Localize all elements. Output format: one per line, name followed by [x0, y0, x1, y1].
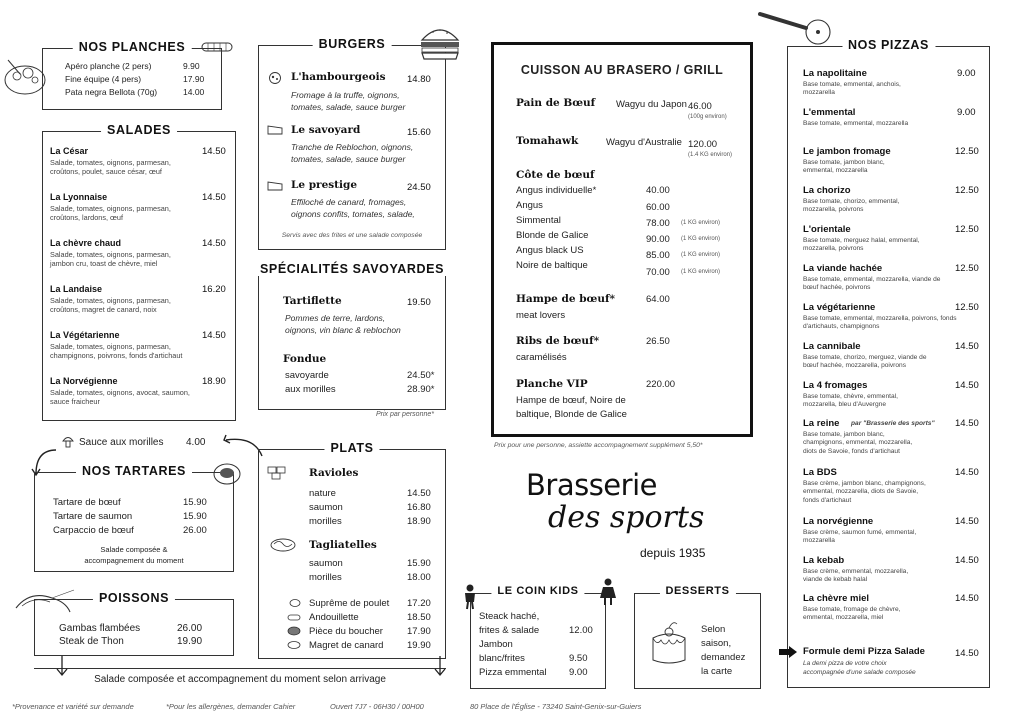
pizza-name: L'emmental	[803, 107, 856, 118]
child-icon	[462, 584, 478, 610]
grill-title: CUISSON AU BRASERO / GRILL	[520, 63, 724, 77]
cote-name: Côte de bœuf	[516, 169, 595, 181]
footer-allergenes: *Pour les allergènes, demander Cahier	[166, 702, 296, 711]
burger-desc: Fromage à la truffe, oignons,	[291, 90, 400, 100]
pizzas-list	[803, 68, 983, 688]
pizza-cutter-icon	[756, 8, 836, 48]
cheese-wedge-icon	[267, 124, 283, 136]
specialites-note: Prix par personne*	[376, 411, 434, 418]
girl-icon	[598, 578, 618, 606]
tartiflette-desc: oignons, vin blanc & reblochon	[285, 325, 401, 335]
pizza-desc: Base tomate, emmental, mozzarella, viande de bœuf hachée, poivrons	[803, 276, 941, 292]
mushroom-icon	[62, 434, 74, 448]
tartare-price: 15.90	[183, 497, 207, 508]
ravioles-item-price: 16.80	[407, 502, 431, 513]
pizza-name: La norvégienne	[803, 516, 874, 527]
salades-title: SALADES	[101, 123, 177, 137]
brand-line1: Brasserie	[526, 468, 657, 502]
bottom-note: Salade composée et accompagnement du moment selon arrivage	[94, 674, 386, 685]
planche-item-price: 9.90	[183, 61, 200, 71]
footer-hours: Ouvert 7J7 - 06H30 / 00H00	[330, 702, 424, 711]
burger-price: 24.50	[407, 182, 431, 193]
cheese-icon	[267, 72, 283, 84]
salade-desc: Salade, tomates, oignons, parmesan, croûtons, magret de canard, noix	[50, 296, 171, 315]
burger-desc: Tranche de Reblochon, oignons,	[291, 142, 414, 152]
grill-note: Prix pour une personne, assiette accompagnement supplément 5,50*	[494, 442, 703, 449]
salade-name: La Lyonnaise	[50, 192, 108, 202]
vip-sub: Hampe de bœuf, Noire de	[516, 395, 626, 406]
fondue-item-price: 24.50*	[407, 370, 435, 381]
desserts-text: saison,	[701, 638, 732, 649]
ravioles-name: Ravioles	[309, 467, 359, 479]
salade-price: 14.50	[202, 330, 226, 341]
salade-desc: Salade, tomates, oignons, avocat, saumon, sauce fraicheur	[50, 388, 190, 407]
fondue-item-name: savoyarde	[285, 370, 329, 381]
formule-desc: accompagnée d'une salade composée	[803, 669, 916, 676]
salade-name: La César	[50, 146, 89, 156]
kids-title: LE COIN KIDS	[491, 585, 584, 597]
pizza-price: 14.50	[955, 555, 979, 566]
pain-price: 46.00	[688, 101, 712, 112]
pizza-price: 12.50	[955, 146, 979, 157]
burger-desc: tomates, salade, sauce burger	[291, 102, 406, 112]
cote-item-weight: (1 KG environ)	[681, 236, 721, 242]
planche-item-price: 17.90	[183, 74, 205, 84]
plats-section	[258, 441, 446, 659]
kids-price: 9.00	[569, 667, 588, 678]
pizza-price: 14.50	[955, 341, 979, 352]
salades-list	[50, 146, 230, 416]
kids-price: 9.50	[569, 653, 588, 664]
tartiflette-name: Tartiflette	[283, 295, 342, 307]
plat-price: 18.50	[407, 612, 431, 623]
cote-item-name: Simmental	[516, 215, 561, 226]
tartares-title: NOS TARTARES	[76, 464, 192, 478]
salade-desc: Salade, tomates, oignons, parmesan, champignons, poivrons, fonds d'artichaut	[50, 342, 183, 361]
cote-item-price: 78.00	[646, 218, 670, 229]
ravioles-item-name: morilles	[309, 516, 342, 527]
ravioli-icon	[267, 466, 287, 480]
pizza-name: Le jambon fromage	[803, 146, 891, 157]
tartare-note: Salade composée &	[100, 545, 168, 554]
salade-desc: Salade, tomates, oignons, parmesan, croûtons, lardons, œuf	[50, 204, 171, 223]
plat-price: 17.90	[407, 626, 431, 637]
kids-section	[470, 585, 606, 689]
cote-item-name: Angus	[516, 200, 543, 211]
pain-weight: (100g environ)	[688, 114, 727, 120]
burger-name: Le savoyard	[291, 124, 361, 136]
ravioles-item-name: saumon	[309, 502, 343, 513]
pizza-name: La cannibale	[803, 341, 861, 352]
pizza-name: La 4 fromages	[803, 380, 868, 391]
fondue-name: Fondue	[283, 353, 327, 365]
desserts-section	[634, 585, 761, 689]
tartiflette-price: 19.50	[407, 297, 431, 308]
pain-name: Pain de Bœuf	[516, 97, 596, 109]
burger-icon	[418, 22, 462, 62]
tomahawk-sub: Wagyu d'Australie	[606, 137, 682, 148]
kids-price: 12.00	[569, 625, 593, 636]
pizza-price: 14.50	[955, 467, 979, 478]
down-arrow-left-icon	[52, 656, 72, 678]
ravioles-item-name: nature	[309, 488, 336, 499]
pizza-price: 12.50	[955, 224, 979, 235]
formule-price: 14.50	[955, 648, 979, 659]
salade-price: 18.90	[202, 376, 226, 387]
ribs-sub: caramélisés	[516, 352, 567, 363]
vip-sub: baltique, Blonde de Galice	[516, 409, 627, 420]
burger-price: 14.80	[407, 74, 431, 85]
pizza-desc: Base tomate, merguez halal, emmental, mozzarella, poivrons	[803, 237, 920, 253]
salade-price: 14.50	[202, 192, 226, 203]
cote-item-weight: (1 KG environ)	[681, 252, 721, 258]
pizza-desc: Base tomate, jambon blanc, emmental, mozzarella	[803, 159, 885, 175]
pizza-price: 12.50	[955, 263, 979, 274]
formule-desc: La demi pizza de votre choix	[803, 660, 887, 667]
sauce-label: Sauce aux morilles	[79, 437, 164, 448]
planches-title: NOS PLANCHES	[73, 40, 192, 54]
tartare-name: Tartare de bœuf	[53, 497, 121, 508]
pizza-name: La kebab	[803, 555, 845, 566]
ribs-name: Ribs de bœuf*	[516, 335, 600, 347]
pizza-suffix: par "Brasserie des sports"	[851, 420, 935, 427]
pizza-desc: Base crème, jambon blanc, champignons, emmental, mozzarella, diots de Savoie, fonds d'artichaut	[803, 480, 926, 504]
cote-item-price: 60.00	[646, 202, 670, 213]
kids-item: frites & salade	[479, 625, 540, 636]
plat-name: Pièce du boucher	[309, 626, 383, 637]
tagliatelles-item-price: 18.00	[407, 572, 431, 583]
brand-since: depuis 1935	[640, 546, 706, 560]
cake-icon	[647, 616, 691, 668]
pizza-price: 12.50	[955, 185, 979, 196]
salade-desc: Salade, tomates, oignons, parmesan, jambon cru, toast de chèvre, miel	[50, 250, 171, 269]
burger-desc: oignons confits, tomates, salade,	[291, 209, 415, 219]
cote-item-name: Noire de baltique	[516, 260, 588, 271]
pizza-desc: Base tomate, chorizo, merguez, viande de bœuf hachée, mozzarella, poivrons	[803, 354, 927, 370]
planches-section	[42, 40, 222, 110]
plat-name: Magret de canard	[309, 640, 384, 651]
kids-item: Pizza emmental	[479, 667, 547, 678]
duck-icon	[287, 640, 301, 650]
cote-item-weight: (1 KG environ)	[681, 220, 721, 226]
pizza-name: L'orientale	[803, 224, 851, 235]
salade-price: 14.50	[202, 146, 226, 157]
poisson-name: Gambas flambées	[59, 623, 141, 634]
cote-item-price: 70.00	[646, 267, 670, 278]
shrimp-icon	[12, 588, 76, 618]
cote-item-name: Angus black US	[516, 245, 584, 256]
steak-icon	[287, 626, 301, 636]
cote-item-name: Blonde de Galice	[516, 230, 589, 241]
footer-address: 80 Place de l'Église - 73240 Saint-Genix-sur-Guiers	[470, 702, 642, 711]
kids-item: Jambon	[479, 639, 513, 650]
planche-item-name: Pata negra Bellota (70g)	[65, 87, 158, 97]
sausage-icon	[200, 40, 236, 54]
tagliatelles-name: Tagliatelles	[309, 539, 377, 551]
burgers-note: Servis avec des frites et une salade composée	[281, 232, 423, 239]
tagliatelles-item-name: morilles	[309, 572, 342, 583]
salade-name: La Norvégienne	[50, 376, 118, 386]
salade-name: La Végétarienne	[50, 330, 120, 340]
cote-item-weight: (1 KG environ)	[681, 269, 721, 275]
poissons-title: POISSONS	[93, 591, 175, 605]
pizza-name: La reine	[803, 418, 840, 429]
tomahawk-name: Tomahawk	[516, 135, 579, 147]
pizza-price: 9.00	[957, 107, 976, 118]
ribs-price: 26.50	[646, 336, 670, 347]
tartare-name: Carpaccio de bœuf	[53, 525, 134, 536]
salade-name: La Landaise	[50, 284, 103, 294]
pizza-name: La viande hachée	[803, 263, 883, 274]
tartare-price: 15.90	[183, 511, 207, 522]
pizza-desc: Base tomate, jambon blanc, champignons, emmental, mozzarella, diots de Savoie, fonds d'artichaut	[803, 431, 913, 455]
tomahawk-price: 120.00	[688, 139, 718, 150]
cote-item-price: 85.00	[646, 250, 670, 261]
ravioles-item-price: 14.50	[407, 488, 431, 499]
pizza-price: 14.50	[955, 593, 979, 604]
vip-name: Planche VIP	[516, 378, 588, 390]
tomahawk-weight: (1.4 KG environ)	[688, 152, 733, 158]
pain-sub: Wagyu du Japon	[616, 99, 687, 110]
pizzas-title: NOS PIZZAS	[842, 38, 935, 52]
cheese-wedge-icon	[267, 180, 283, 192]
plat-name: Andouillette	[309, 612, 359, 623]
tagliatelles-item-name: saumon	[309, 558, 343, 569]
tartare-name: Tartare de saumon	[53, 511, 133, 522]
hampe-sub: meat lovers	[516, 310, 566, 321]
pizza-name: La chorizo	[803, 185, 851, 196]
pizza-desc: Base crème, emmental, mozzarella, viande de kebab halal	[803, 568, 909, 584]
tartares-section	[34, 464, 234, 572]
plats-title: PLATS	[324, 441, 379, 455]
salade-price: 16.20	[202, 284, 226, 295]
pizza-desc: Base tomate, chorizo, emmental, mozzarella, poivrons	[803, 198, 900, 214]
planche-item-name: Apéro planche (2 pers)	[65, 61, 152, 71]
pizza-price: 12.50	[955, 302, 979, 313]
vip-price: 220.00	[646, 379, 676, 390]
hampe-name: Hampe de bœuf*	[516, 293, 615, 305]
burger-name: Le prestige	[291, 179, 358, 191]
sauce-price: 4.00	[186, 437, 206, 448]
poisson-price: 26.00	[177, 623, 203, 634]
desserts-text: demandez	[701, 652, 746, 663]
salad-bowl-icon	[2, 54, 48, 100]
pizza-desc: Base tomate, emmental, mozzarella, poivrons, fonds d'artichauts, champignons	[803, 315, 957, 331]
plat-price: 19.90	[407, 640, 431, 651]
footer-provenance: *Provenance et variété sur demande	[12, 702, 134, 711]
cote-item-price: 90.00	[646, 234, 670, 245]
tartiflette-desc: Pommes de terre, lardons,	[285, 313, 386, 323]
specialites-section	[258, 262, 446, 410]
desserts-text: Selon	[701, 624, 726, 635]
kids-item: blanc/frites	[479, 653, 525, 664]
plat-price: 17.20	[407, 598, 431, 609]
hampe-price: 64.00	[646, 294, 670, 305]
pizza-name: La BDS	[803, 467, 837, 478]
pizza-name: La chèvre miel	[803, 593, 870, 604]
planche-item-name: Fine équipe (4 pers)	[65, 74, 142, 84]
pizza-name: La napolitaine	[803, 68, 867, 79]
brand-line2: des sports	[548, 500, 705, 535]
ravioles-item-price: 18.90	[407, 516, 431, 527]
chicken-icon	[287, 598, 301, 608]
poisson-name: Steak de Thon	[59, 636, 124, 647]
burgers-title: BURGERS	[313, 37, 392, 51]
down-arrow-right-icon	[430, 656, 450, 678]
desserts-title: DESSERTS	[659, 585, 735, 597]
pasta-icon	[269, 536, 297, 552]
grill-section	[491, 42, 753, 437]
tartare-note: accompagnement du moment	[84, 556, 184, 565]
specialites-title: SPÉCIALITÉS SAVOYARDES	[254, 262, 450, 276]
formule-arrow-icon	[778, 646, 798, 658]
pizza-desc: Base crème, saumon fumé, emmental, mozzarella	[803, 529, 917, 545]
pizza-desc: Base tomate, chèvre, emmental, mozzarella, bleu d'Auvergne	[803, 393, 898, 409]
planche-item-price: 14.00	[183, 87, 205, 97]
cote-item-price: 40.00	[646, 185, 670, 196]
burger-desc: Effiloché de canard, fromages,	[291, 197, 407, 207]
burger-desc: tomates, salade, sauce burger	[291, 154, 406, 164]
tagliatelles-item-price: 15.90	[407, 558, 431, 569]
pizza-price: 14.50	[955, 380, 979, 391]
fondue-item-name: aux morilles	[285, 384, 336, 395]
desserts-text: la carte	[701, 666, 733, 677]
plat-name: Suprême de poulet	[309, 598, 390, 609]
burger-name: L'hambourgeois	[291, 71, 386, 83]
salade-price: 14.50	[202, 238, 226, 249]
tartare-plate-icon	[212, 460, 242, 486]
salade-name: La chèvre chaud	[50, 238, 122, 248]
tartare-price: 26.00	[183, 525, 207, 536]
burger-price: 15.60	[407, 127, 431, 138]
pizza-price: 14.50	[955, 516, 979, 527]
pizza-price: 14.50	[955, 418, 979, 429]
pizza-name: La végétarienne	[803, 302, 876, 313]
pizza-desc: Base tomate, emmental, anchois, mozzarella	[803, 81, 901, 97]
burgers-section	[258, 37, 446, 250]
cote-item-name: Angus individuelle*	[516, 185, 597, 196]
kids-item: Steack haché,	[479, 611, 540, 622]
fondue-item-price: 28.90*	[407, 384, 435, 395]
pizza-desc: Base tomate, fromage de chèvre, emmental, mozzarella, miel	[803, 606, 901, 622]
formule-name: Formule demi Pizza Salade	[803, 646, 925, 657]
salade-desc: Salade, tomates, oignons, parmesan, croûtons, poulet, sauce césar, œuf	[50, 158, 171, 177]
pizza-desc: Base tomate, emmental, mozzarella	[803, 120, 909, 127]
sausage-small-icon	[287, 612, 301, 622]
pizza-price: 9.00	[957, 68, 976, 79]
poisson-price: 19.90	[177, 636, 203, 647]
